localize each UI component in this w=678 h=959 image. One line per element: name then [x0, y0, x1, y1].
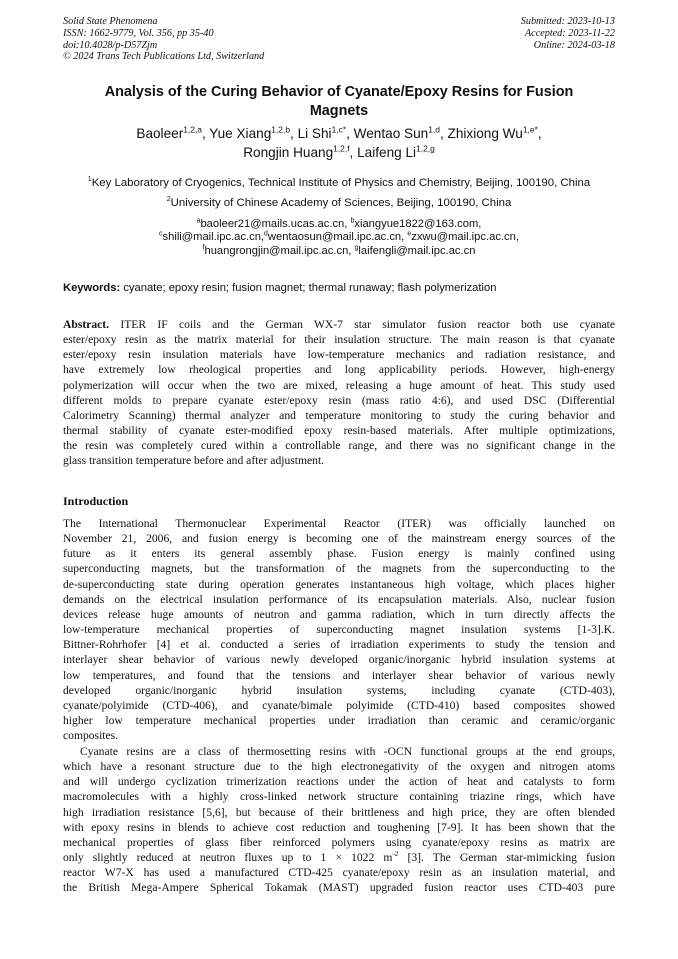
body-line: devices release huge amounts of neutron and gamma radiation, which in turn directly affects the — [63, 607, 615, 621]
issn-volume: ISSN: 1662-9779, Vol. 356, pp 35-40 — [63, 27, 214, 39]
submitted-date: Submitted: 2023-10-13 — [520, 16, 615, 27]
body-line: the British Mega-Ampere Spherical Tokamak (MAST) upgraded fusion reactor uses CTD-403 pure — [63, 881, 615, 895]
body-line: Bittner-Rohrhofer [4] et al. conducted a series of irradiation experiments to study the tension and — [63, 638, 615, 652]
abstract-line: glass transition temperature before and after adjustment. — [63, 454, 325, 468]
body-line: higher low temperature mechanical properties under irradiation than ceramic and ceramic/organic — [63, 714, 615, 728]
author-name: Rongjin Huang — [243, 145, 334, 160]
body-line — [63, 850, 615, 865]
abstract-text: ITER IF coils and the German WX-7 star simulator fusion reactor both use cyanate — [120, 318, 615, 331]
abstract-line: the resin was completely cured within a controllable range, and there was no significant change in the — [63, 439, 615, 453]
affiliation-text: University of Chinese Academy of Sciences, Beijing, 100190, China — [170, 197, 512, 209]
email-sup: b — [350, 217, 355, 225]
author-name: Wentao Sun — [353, 126, 429, 141]
publication-dates — [521, 16, 615, 51]
abstract-line: thermal stability of cyanate ester-modified epoxy resin-based materials. After multiple optimizations, — [63, 424, 615, 438]
keywords-label: Keywords: — [63, 282, 121, 294]
author-name: Li Shi — [297, 126, 332, 141]
affiliation-sup: 2 — [166, 196, 171, 204]
unit-sup: -2 — [392, 850, 399, 859]
body-line: demands on the electrical insulation performance of its encapsulation materials. Also, nuclear fusion — [63, 592, 615, 606]
email-sup: d — [264, 230, 268, 238]
email-sup: a — [196, 217, 201, 225]
body-line: superconducting magnets, but the transformation of the magnets from the superconducting to the — [63, 562, 615, 576]
email-line-2 — [63, 231, 615, 244]
body-line: reactor W7-X has used a manufactured CTD-425 cyanate/epoxy resin as an insulation material, and — [63, 866, 615, 880]
abstract-label: Abstract. — [63, 318, 110, 331]
email-link[interactable]: baoleer21@mails.ucas.ac.cn, — [200, 218, 348, 230]
body-text: only slightly reduced at neutron fluxes up to 1 × 1022 m — [63, 851, 393, 865]
author-name: Yue Xiang — [209, 126, 272, 141]
email-link[interactable]: zxwu@mail.ipc.ac.cn, — [411, 231, 519, 244]
author-sup: 1,d — [428, 124, 440, 135]
email-sup: c — [159, 230, 163, 238]
affiliation-1 — [40, 176, 638, 190]
affiliation-2 — [40, 196, 638, 210]
abstract-line: polymerization will occur when the two are mixed, releasing a huge amount of heat. This study used — [63, 378, 615, 392]
abstract — [63, 317, 615, 469]
email-sup: f — [202, 244, 205, 252]
email-list — [63, 218, 615, 258]
body-line: which have a resonant structure due to the high electronegativity of the oxygen and nitrogen atoms — [63, 760, 615, 774]
author-sup: 1,2,a — [183, 124, 202, 135]
body-line: interlayer shear behavior of various newly developed organic/inorganic hybrid insulation systems at — [63, 653, 615, 667]
body-line: Cyanate resins are a class of thermosetting resins with -OCN functional groups at the end groups, — [80, 745, 615, 758]
author-sup: 1,2,g — [416, 143, 435, 154]
author-name: Laifeng Li — [357, 145, 417, 160]
body-text: [3]. The German star-mimicking fusion — [398, 851, 615, 865]
body-line: cyanate/polyimide (CTD-406), and cyanate/bimale polyimide (CTD-410) based composites showed — [63, 698, 615, 712]
body-line: composites. — [63, 729, 119, 743]
body-line: high irradiation resistance [5,6], but because of their brittleness and high price, they are often blended — [63, 805, 615, 819]
email-line-3 — [63, 245, 615, 258]
author-name: Baoleer — [136, 126, 184, 141]
body-line: low temperatures, and found that the tensions and interlayer shear behavior of various newly — [63, 668, 615, 682]
email-line-1 — [63, 218, 615, 231]
intro-paragraph-2 — [63, 744, 615, 896]
body-line: November 21, 2006, and fusion energy is becoming one of the mainstream energy sources of the — [63, 532, 615, 546]
body-line: low-temperature mechanical properties of superconducting magnet insulation systems [1-3].K. — [63, 623, 615, 637]
title-line-1: Analysis of the Curing Behavior of Cyanate/Epoxy Resins for Fusion — [104, 84, 574, 100]
abstract-line: different molds to prepare cyanate ester/epoxy resin (mass ratio 4:6), and used DSC (Differential — [63, 393, 615, 407]
email-link[interactable]: wentaosun@mail.ipc.ac.cn, — [267, 231, 405, 244]
body-line: with epoxy resins in blends to achieve cost reduction and toughening [7-9]. It has been shown that the — [63, 820, 615, 834]
author-name: Zhixiong Wu — [447, 126, 523, 141]
body-line: and will undergo cyclization trimerization reactions under the action of heat and catalysts to form — [63, 775, 615, 789]
paper-title — [63, 83, 615, 121]
author-line-2: Rongjin Huang$^{1,2,f}$, Laifeng Li$^{1,2,g}$ — [243, 143, 435, 160]
author-sup: 1,2,b — [271, 124, 290, 135]
copyright: © 2024 Trans Tech Publications Ltd, Switzerland — [63, 51, 265, 63]
keywords — [63, 281, 615, 295]
doi[interactable]: doi:10.4028/p-D57Zjm — [63, 39, 158, 51]
body-line: macromolecules with a highly cross-linked network structure containing triazine rings, which have — [63, 790, 615, 804]
section-heading-introduction: Introduction — [63, 494, 129, 508]
body-line: The International Thermonuclear Experimental Reactor (ITER) was officially launched on — [63, 517, 615, 530]
keywords-text: cyanate; epoxy resin; fusion magnet; thermal runaway; flash polymerization — [123, 282, 497, 294]
abstract-line — [63, 317, 615, 332]
author-list — [63, 124, 615, 162]
email-sup: g — [354, 244, 359, 252]
abstract-line: Calorimetry Scanning) thermal analyzer and temperature monitoring to study the curing behavior and — [63, 408, 615, 422]
intro-paragraph-1 — [63, 516, 615, 743]
affiliation-text: Key Laboratory of Cryogenics, Technical Institute of Physics and Chemistry, Beijing, 100190, China — [91, 177, 591, 189]
email-link[interactable]: xiangyue1822@163.com, — [354, 218, 482, 230]
body-line: de-superconducting state during operation generates instantaneous high voltage, which places higher — [63, 577, 615, 591]
body-line: developed organic/inorganic hybrid insulation systems, including cyanate (CTD-403), — [63, 683, 615, 697]
author-sup: 1,e* — [522, 124, 538, 135]
abstract-line: ester/epoxy resin insulation materials have low-temperature mechanics and radiation resistance, and — [63, 348, 615, 362]
abstract-line: ester/epoxy resin as the matrix material for their insulation structure. The main reason is that cyanate — [63, 333, 615, 347]
accepted-date: Accepted: 2023-11-22 — [524, 27, 615, 39]
email-link[interactable]: shili@mail.ipc.ac.cn, — [162, 231, 265, 244]
author-sup: 1,2,f — [333, 143, 350, 154]
online-date: Online: 2024-03-18 — [533, 39, 615, 51]
author-line-1: Baoleer$^{1,2,a}$, Yue Xiang$^{1,2,b}$, Li Shi$^{1,c*}$, Wentao Sun$^{1,d}$, Zhixiong $Wu^{1,e*}$, — [136, 124, 542, 141]
abstract-line: have extremely low rheological properties and long applicability periods. However, high-energy — [63, 363, 615, 377]
journal-name: Solid State Phenomena — [63, 16, 158, 27]
affiliation-sup: 1 — [87, 176, 92, 184]
email-sup: e — [407, 230, 412, 238]
journal-info — [63, 16, 264, 63]
body-line: future as it enters its general assembly phase. Fusion energy is mainly confined using — [63, 547, 615, 561]
email-link[interactable]: huangrongjin@mail.ipc.ac.cn, — [204, 244, 352, 257]
email-link[interactable]: laifengli@mail.ipc.ac.cn — [358, 244, 476, 257]
body-line: mechanical properties of glass fiber reinforced polymers using cyanate/epoxy resins as matrix are — [63, 835, 615, 849]
title-line-2: Magnets — [309, 103, 369, 119]
author-sup: 1,c* — [331, 124, 347, 135]
